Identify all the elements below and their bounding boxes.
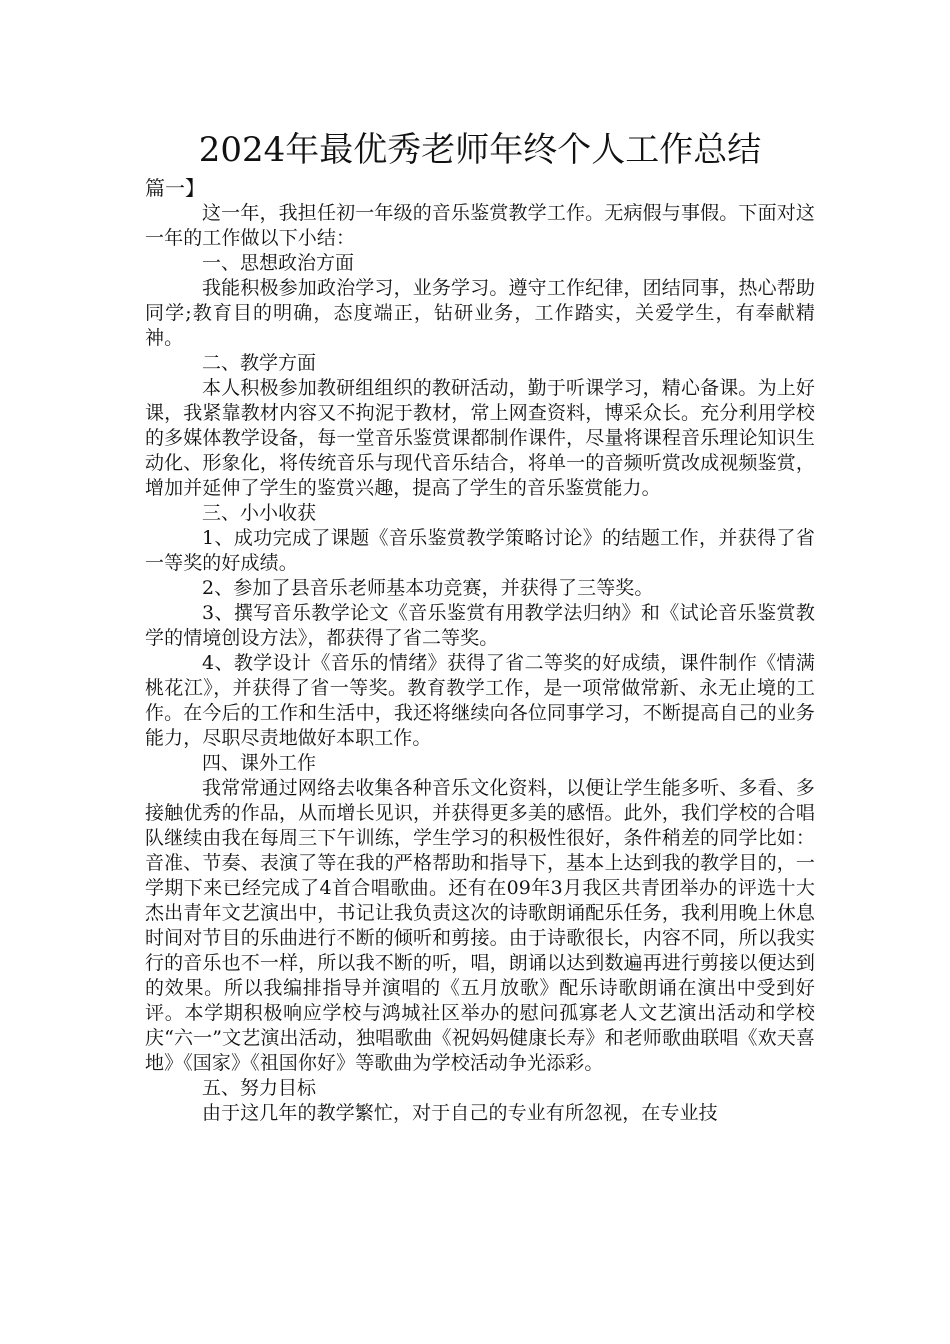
teaching-paragraph: 本人积极参加教研组组织的教研活动，勤于听课学习，精心备课。为上好课，我紧靠教材内容又不拘泥于教材，常上网查资料，博采众长。充分利用学校的多媒体教学设备，每一堂音乐鉴赏课都制作课件，尽量将课程音乐理论知识生动化、形象化，将传统音乐与现代音乐结合，将单一的音频听赏改成视频鉴赏，增加并延伸了学生的鉴赏兴趣，提高了学生的音乐鉴赏能力。 xyxy=(145,377,815,499)
document-title: 2024年最优秀老师年终个人工作总结 xyxy=(198,130,762,170)
achievement-item: 3、撰写音乐教学论文《音乐鉴赏有用教学法归纳》和《试论音乐鉴赏教学的情境创设方法》，都获得了省二等奖。 xyxy=(145,602,815,649)
achievement-item: 1、成功完成了课题《音乐鉴赏教学策略讨论》的结题工作，并获得了省一等奖的好成绩。 xyxy=(145,527,815,574)
section-heading-achievements: 三、小小收获 xyxy=(202,502,317,524)
section-heading-politics: 一、思想政治方面 xyxy=(202,252,355,274)
achievement-item: 4、教学设计《音乐的情绪》获得了省二等奖的好成绩，课件制作《情满桃花江》，并获得了省一等奖。教育教学工作，是一项常做常新、永无止境的工作。在今后的工作和生活中，我还将继续向各位同事学习，不断提高自己的业务能力，尽职尽责地做好本职工作。 xyxy=(145,652,815,749)
document-page xyxy=(145,128,815,1126)
intro-paragraph: 这一年，我担任初一年级的音乐鉴赏教学工作。无病假与事假。下面对这一年的工作做以下小结： xyxy=(145,202,815,249)
achievement-item: 2、参加了县音乐老师基本功竞赛，并获得了三等奖。 xyxy=(202,577,654,599)
section-heading-goals: 五、努力目标 xyxy=(202,1077,317,1099)
extracurricular-paragraph: 我常常通过网络去收集各种音乐文化资料，以便让学生能多听、多看、多接触优秀的作品，从而增长见识，并获得更多美的感悟。此外，我们学校的合唱队继续由我在每周三下午训练，学生学习的积极性很好，条件稍差的同学比如：音准、节奏、表演了等在我的严格帮助和指导下，基本上达到我的教学目的，一学期下来已经完成了4首合唱歌曲。还有在09年3月我区共青团举办的评选十大杰出青年文艺演出中，书记让我负责这次的诗歌朗诵配乐任务，我利用晚上休息时间对节目的乐曲进行不断的倾听和剪接。由于诗歌很长，内容不同，所以我实行的音乐也不一样，所以我不断的听，唱，朗诵以达到数遍再进行剪接以便达到的效果。所以我编排指导并演唱的《五月放歌》配乐诗歌朗诵在演出中受到好评。本学期积极响应学校与鸿城社区举办的慰问孤寡老人文艺演出活动和学校庆“六一”文艺演出活动，独唱歌曲《祝妈妈健康长寿》和老师歌曲联唱《欢天喜地》《国家》《祖国你好》等歌曲为学校活动争光添彩。 xyxy=(145,777,815,1074)
part-label: 篇一】 xyxy=(145,176,205,200)
section-heading-extracurricular: 四、课外工作 xyxy=(202,752,317,774)
politics-paragraph: 我能积极参加政治学习，业务学习。遵守工作纪律，团结同事，热心帮助同学;教育目的明确，态度端正，钻研业务，工作踏实，关爱学生，有奉献精神。 xyxy=(145,277,815,349)
goals-paragraph: 由于这几年的教学繁忙，对于自己的专业有所忽视，在专业技 xyxy=(202,1102,718,1124)
section-heading-teaching: 二、教学方面 xyxy=(202,352,317,374)
